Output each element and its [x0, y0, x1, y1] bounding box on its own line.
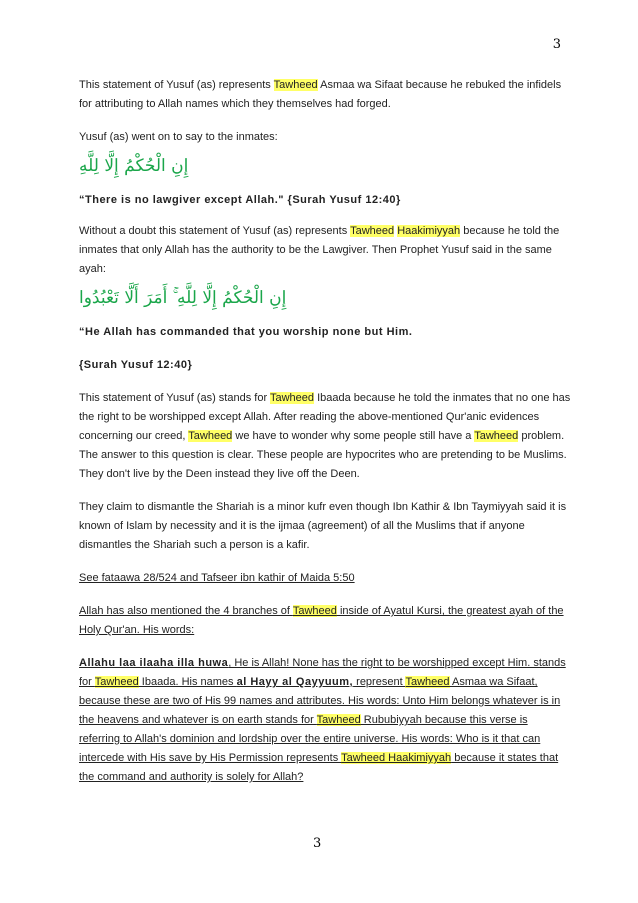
- highlighted-term: Haakimiyyah: [397, 225, 461, 237]
- paragraph-ibaada: [79, 389, 571, 484]
- text: They claim to dismantle the Shariah is a minor kufr even though Ibn Kathir & Ibn Taymiyyah said it is known of Islam by necessity and it is the ijmaa (agreement) of all the Muslims that if anyone dismantles the Shariah such a person is a kafir.: [79, 501, 567, 551]
- highlighted-term: Tawheed: [94, 676, 139, 688]
- highlighted-term: Tawheed: [316, 714, 361, 726]
- text: Ibaada. His names: [138, 676, 237, 688]
- paragraph-ayatul-kursi: [79, 602, 571, 640]
- text: This statement of Yusuf (as) represents: [79, 79, 274, 91]
- bold-phrase: al Hayy al Qayyuum,: [236, 676, 354, 688]
- paragraph-four-branches: [79, 654, 571, 787]
- text: , He is Allah! None has the right to be worshipped except Him. stands for: [79, 657, 566, 688]
- highlighted-term: Tawheed: [350, 225, 395, 237]
- paragraph-shariah: [79, 498, 571, 555]
- text: because it states that the command and authority is solely for Allah?: [79, 752, 559, 783]
- highlighted-term: Tawheed: [269, 392, 315, 404]
- paragraph-tawheed-asmaa: [79, 76, 571, 114]
- text: because he told the inmates that only Allah has the authority to be the Lawgiver. Then Prophet Yusuf said in the same ayah:: [79, 225, 560, 275]
- highlighted-term: Tawheed: [474, 430, 519, 442]
- arabic-verse-1: إِنِ الْحُكْمُ إِلَّا لِلَّهِ: [79, 156, 189, 176]
- text: Asmaa wa Sifaat, because these are two of His 99 names and attributes. His words: Unto Him belongs whatever is in the heavens and whatever is on earth stands for: [79, 676, 561, 726]
- bold-phrase: Allahu laa ilaaha illa huwa: [79, 657, 229, 669]
- text: problem. The answer to this question is clear. These people are hypocrites who are pretending to be Muslims. They don't live by the Deen instead they live off the Deen.: [79, 430, 567, 480]
- paragraph-inmates: Yusuf (as) went on to say to the inmates:: [79, 131, 278, 143]
- quote-lawgiver: “There is no lawgiver except Allah." {Surah Yusuf 12:40}: [79, 194, 401, 206]
- highlighted-term: Tawheed Haakimiyyah: [341, 752, 452, 764]
- text: represent: [353, 676, 406, 688]
- page-number-top: 3: [552, 37, 561, 52]
- reference-fataawa: See fataawa 28/524 and Tafseer ibn kathir of Maida 5:50: [79, 572, 355, 584]
- text: inside of Ayatul Kursi, the greatest ayah of the Holy Qur'an. His words:: [79, 605, 564, 636]
- text: we have to wonder why some people still have a: [232, 430, 475, 442]
- highlighted-term: Tawheed: [273, 79, 318, 91]
- text: Rububiyyah because this verse is referring to Allah's dominion and lordship over the entire universe. His words: Who is it that can intercede with His save by His Permission represents: [79, 714, 541, 764]
- text: Asmaa wa Sifaat because he rebuked the infidels for attributing to Allah names which they themselves had forged.: [79, 79, 562, 110]
- quote-reference: {Surah Yusuf 12:40}: [79, 359, 193, 371]
- page-number-bottom: 3: [313, 836, 322, 851]
- highlighted-term: Tawheed: [188, 430, 233, 442]
- highlighted-term: Tawheed: [292, 605, 337, 617]
- page-content: [79, 76, 571, 787]
- text: This statement of Yusuf (as) stands for: [79, 392, 270, 404]
- text: Without a doubt this statement of Yusuf (as) represents: [79, 225, 351, 237]
- arabic-verse-2: إِنِ الْحُكْمُ إِلَّا لِلَّهِ ۚ أَمَرَ أَلَّا تَعْبُدُوا: [79, 288, 287, 308]
- text: Allah has also mentioned the 4 branches of: [79, 605, 293, 617]
- text: Ibaada because he told the inmates that no one has the right to be worshipped except Allah. After reading the above-mentioned Qur'anic evidences concerning our creed,: [79, 392, 571, 442]
- quote-worship: “He Allah has commanded that you worship none but Him.: [79, 326, 413, 338]
- highlighted-term: Tawheed: [405, 676, 450, 688]
- paragraph-haakimiyyah: [79, 222, 571, 279]
